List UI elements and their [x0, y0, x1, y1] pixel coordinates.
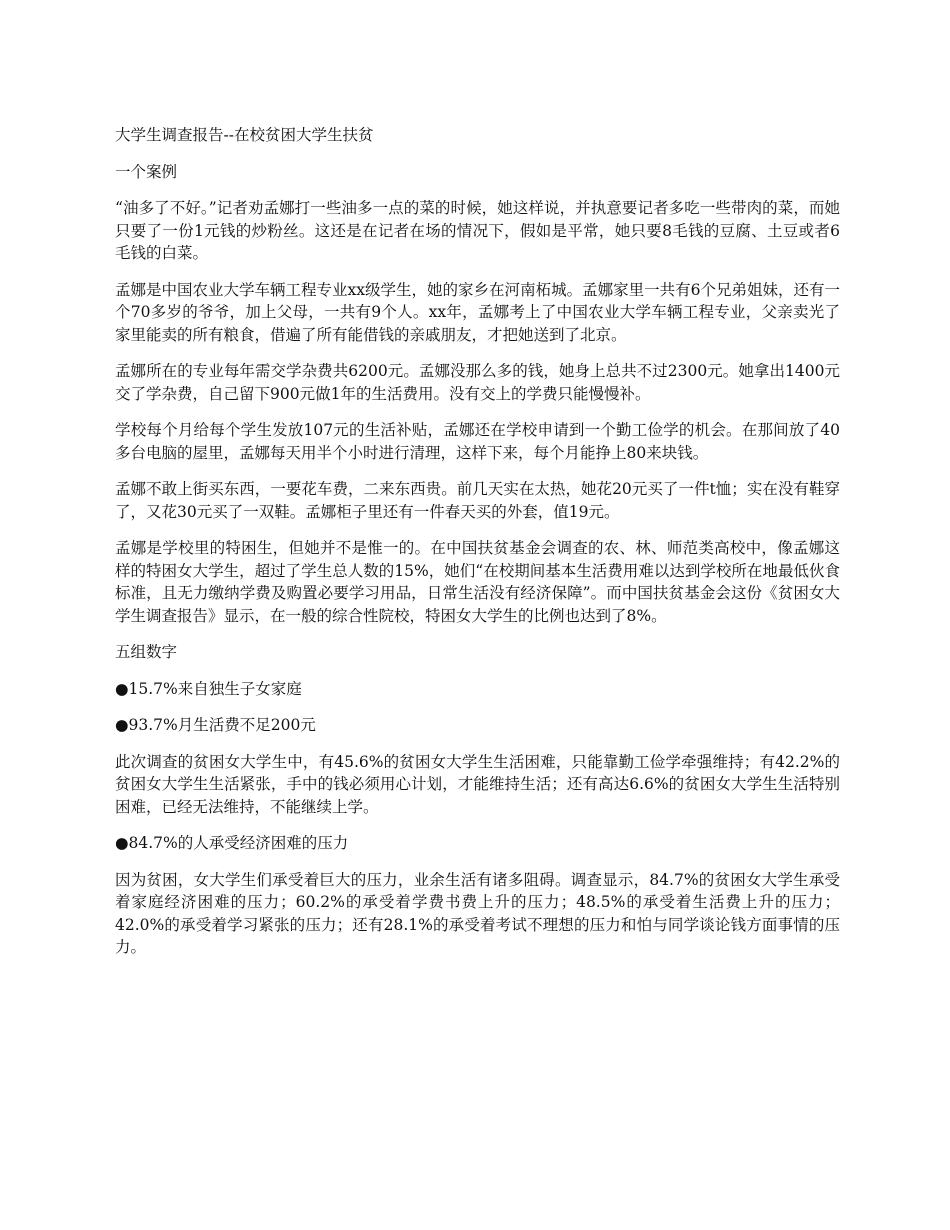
section-heading-case: 一个案例 — [115, 162, 178, 181]
paragraph: 孟娜是学校里的特困生，但她并不是惟一的。在中国扶贫基金会调查的农、林、师范类高校中，像孟娜这样的特困女大学生，超过了学生总人数的15%，她们“在校期间基本生活费用难以达到学校所在地最低伙食标准，且无力缴纳学费及购置必要学习用品，日常生活没有经济保障”。而中国扶贫基金会这份《贫困女大学生调查报告》显示，在一般的综合性院校，特困女大学生的比例也达到了8%。 — [115, 539, 840, 625]
document-title: 大学生调查报告--在校贫困大学生扶贫 — [115, 126, 374, 144]
paragraph: 孟娜不敢上街买东西，一要花车费，二来东西贵。前几天实在太热，她花20元买了一件t恤；实在没有鞋穿了，又花30元买了一双鞋。孟娜柜子里还有一件春天买的外套，值19元。 — [115, 480, 840, 521]
paragraph: 孟娜所在的专业每年需交学杂费共6200元。孟娜没那么多的钱，她身上总共不过2300元。她拿出1400元交了学杂费，自己留下900元做1年的生活费用。没有交上的学费只能慢慢补。 — [115, 362, 840, 403]
bullet-item: ●15.7%来自独生子女家庭 — [115, 679, 302, 698]
paragraph: 学校每个月给每个学生发放107元的生活补贴，孟娜还在学校申请到一个勤工俭学的机会。在那间放了40多台电脑的屋里，孟娜每天用半个小时进行清理，这样下来，每个月能挣上80来块钱。 — [115, 421, 840, 462]
paragraph: 因为贫困，女大学生们承受着巨大的压力，业余生活有诸多阻碍。调查显示，84.7%的贫困女大学生承受着家庭经济困难的压力；60.2%的承受着学费书费上升的压力；48.5%的承受着生活费上升的压力；42.0%的承受着学习紧张的压力；还有28.1%的承受着考试不理想的压力和怕与同学谈论钱方面事情的压力。 — [115, 870, 840, 956]
bullet-item: ●84.7%的人承受经济困难的压力 — [115, 834, 349, 852]
paragraph: “油多了不好。”记者劝孟娜打一些油多一点的菜的时候，她这样说，并执意要记者多吃一些带肉的菜，而她只要了一份1元钱的炒粉丝。这还是在记者在场的情况下，假如是平常，她只要8毛钱的豆腐、土豆或者6毛钱的白菜。 — [115, 199, 840, 262]
paragraph: 孟娜是中国农业大学车辆工程专业xx级学生，她的家乡在河南柘城。孟娜家里一共有6个兄弟姐妹，还有一个70多岁的爷爷，加上父母，一共有9个人。xx年，孟娜考上了中国农业大学车辆工程专业，父亲卖光了家里能卖的所有粮食，借遍了所有能借钱的亲戚朋友，才把她送到了北京。 — [115, 280, 840, 344]
section-heading-numbers: 五组数字 — [115, 643, 178, 661]
bullet-item: ●93.7%月生活费不足200元 — [115, 716, 316, 734]
document-body — [115, 124, 840, 973]
paragraph: 此次调查的贫困女大学生中，有45.6%的贫困女大学生生活困难，只能靠勤工俭学牵强维持；有42.2%的贫困女大学生生活紧张，手中的钱必须用心计划，才能维持生活；还有高达6.6%的贫困女大学生生活特别困难，已经无法维持，不能继续上学。 — [115, 752, 840, 816]
